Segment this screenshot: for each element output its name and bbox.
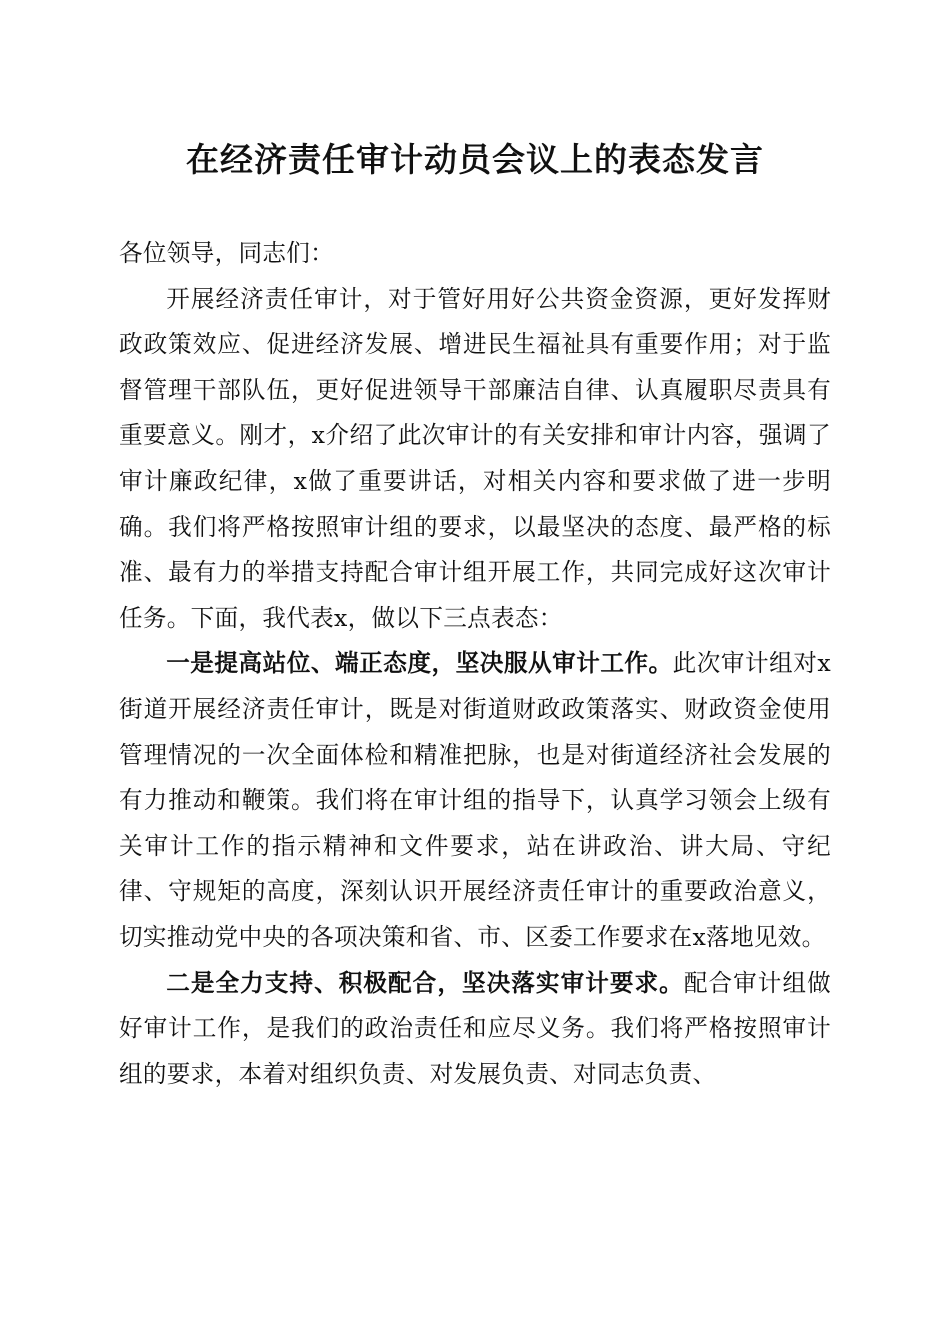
paragraph-point-one — [119, 641, 831, 960]
paragraph-text: 此次审计组对x街道开展经济责任审计，既是对街道财政政策落实、财政资金使用管理情况的一次全面体检和精准把脉，也是对街道经济社会发展的有力推动和鞭策。我们将在审计组的指导下，认真学习领会上级有关审计工作的指示精神和文件要求，站在讲政治、讲大局、守纪律、守规矩的高度，深刻认识开展经济责任审计的重要政治意义，切实推动党中央的各项决策和省、市、区委工作要求在x落地见效。 — [119, 649, 831, 951]
paragraph-lead: 二是全力支持、积极配合，坚决落实审计要求。 — [166, 968, 684, 997]
paragraph-point-two — [119, 961, 831, 1098]
paragraph-lead: 一是提高站位、端正态度，坚决服从审计工作。 — [166, 649, 673, 678]
document-title: 在经济责任审计动员会议上的表态发言 — [186, 140, 764, 179]
salutation: 各位领导，同志们： — [119, 239, 335, 267]
paragraph-intro — [119, 277, 831, 642]
document-body — [119, 231, 831, 1097]
paragraph-text: 开展经济责任审计，对于管好用好公共资金资源，更好发挥财政政策效应、促进经济发展、增进民生福祉具有重要作用；对于监督管理干部队伍，更好促进领导干部廉洁自律、认真履职尽责具有重要意义。刚才，x介绍了此次审计的有关安排和审计内容，强调了审计廉政纪律，x做了重要讲话，对相关内容和要求做了进一步明确。我们将严格按照审计组的要求，以最坚决的态度、最严格的标准、最有力的举措支持配合审计组开展工作，共同完成好这次审计任务。下面，我代表x，做以下三点表态： — [119, 284, 831, 632]
paragraph-text: 配合审计组做好审计工作，是我们的政治责任和应尽义务。我们将严格按照审计组的要求，本着对组织负责、对发展负责、对同志负责、 — [119, 968, 831, 1088]
